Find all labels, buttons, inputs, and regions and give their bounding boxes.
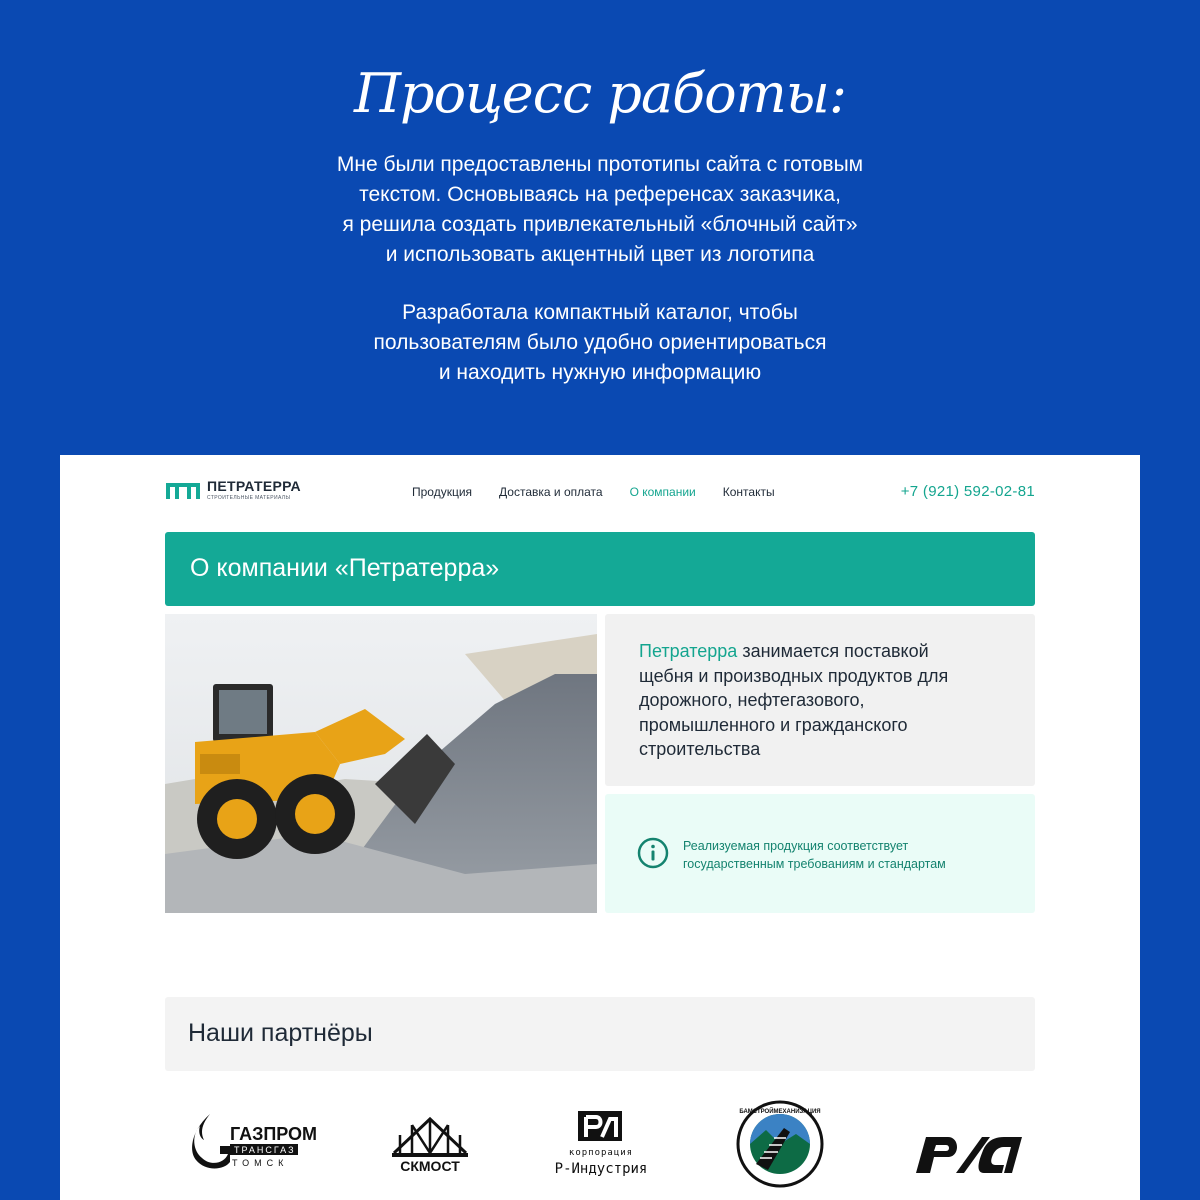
hero-line: и находить нужную информацию: [438, 361, 762, 384]
nav-about[interactable]: О компании: [629, 485, 696, 499]
r-industria-name: Р-Индустрия: [554, 1161, 648, 1177]
skmost-name: СКМОСТ: [400, 1158, 460, 1174]
hero-line: текстом. Основываясь на референсах заказчика,: [359, 183, 841, 206]
gazprom-city: ТОМСК: [232, 1158, 289, 1168]
description-rest: занимается поставкой щебня и производных продуктов для дорожного, нефтегазового, промышленного и гражданского строительства: [639, 641, 949, 759]
site-logo[interactable]: [165, 479, 301, 501]
hero-line: Разработала компактный каталог, чтобы: [402, 301, 798, 324]
r-industria-prefix: корпорация: [568, 1148, 634, 1158]
bamstroy-name: БАМСТРОЙМЕХАНИЗАЦИЯ: [739, 1109, 821, 1115]
banner-title: О компании «Петратерра»: [190, 554, 500, 582]
site-header: [165, 477, 1035, 507]
partners-title: Наши партнёры: [188, 1019, 373, 1047]
hero-title: Процесс работы:: [353, 62, 847, 125]
gazprom-sub: ТРАНСГАЗ: [234, 1145, 296, 1155]
info-text: Реализуемая продукция соответствует государственным требованиям и стандартам: [683, 839, 946, 871]
hero-line: и использовать акцентный цвет из логотипа: [385, 243, 815, 266]
logo-tagline: СТРОИТЕЛЬНЫЕ МАТЕРИАЛЫ: [207, 495, 291, 501]
hero-line: пользователям было удобно ориентироваться: [373, 331, 827, 354]
website-mockup: [60, 455, 1140, 1200]
hero-paragraph-1: [0, 150, 1200, 270]
about-banner: [165, 532, 1035, 606]
description-highlight: Петратерра: [639, 641, 738, 661]
description-box: [605, 614, 1035, 786]
partner-bamstroy-logo: [736, 1100, 824, 1188]
description-text: [639, 639, 979, 762]
rzd-name: РЖД: [912, 1123, 915, 1124]
logo-mark-icon: [165, 480, 201, 500]
nav-delivery[interactable]: Доставка и оплата: [499, 485, 603, 499]
partner-skmost-logo: [390, 1115, 470, 1175]
hero-paragraph-2: [0, 298, 1200, 388]
hero-line: я решила создать привлекательный «блочный сайт»: [342, 213, 858, 236]
nav-products[interactable]: Продукция: [412, 485, 473, 499]
wheel-loader-image: [165, 614, 597, 913]
partner-r-industria-logo: [546, 1107, 656, 1179]
info-icon: [637, 837, 669, 869]
hero-line: Мне были предоставлены прототипы сайта с готовым: [336, 153, 864, 176]
loader-photo: [165, 614, 597, 913]
partners-header: [165, 997, 1035, 1071]
main-menu: [412, 485, 775, 499]
phone-link[interactable]: +7 (921) 592-02-81: [900, 483, 1035, 500]
info-box: [605, 794, 1035, 913]
partner-gazprom-logo: [190, 1110, 318, 1175]
logo-name: ПЕТРАТЕРРА: [207, 478, 301, 494]
partner-rzd-logo: [912, 1123, 1032, 1183]
gazprom-name: ГАЗПРОМ: [230, 1124, 318, 1144]
nav-contacts[interactable]: Контакты: [722, 485, 775, 499]
